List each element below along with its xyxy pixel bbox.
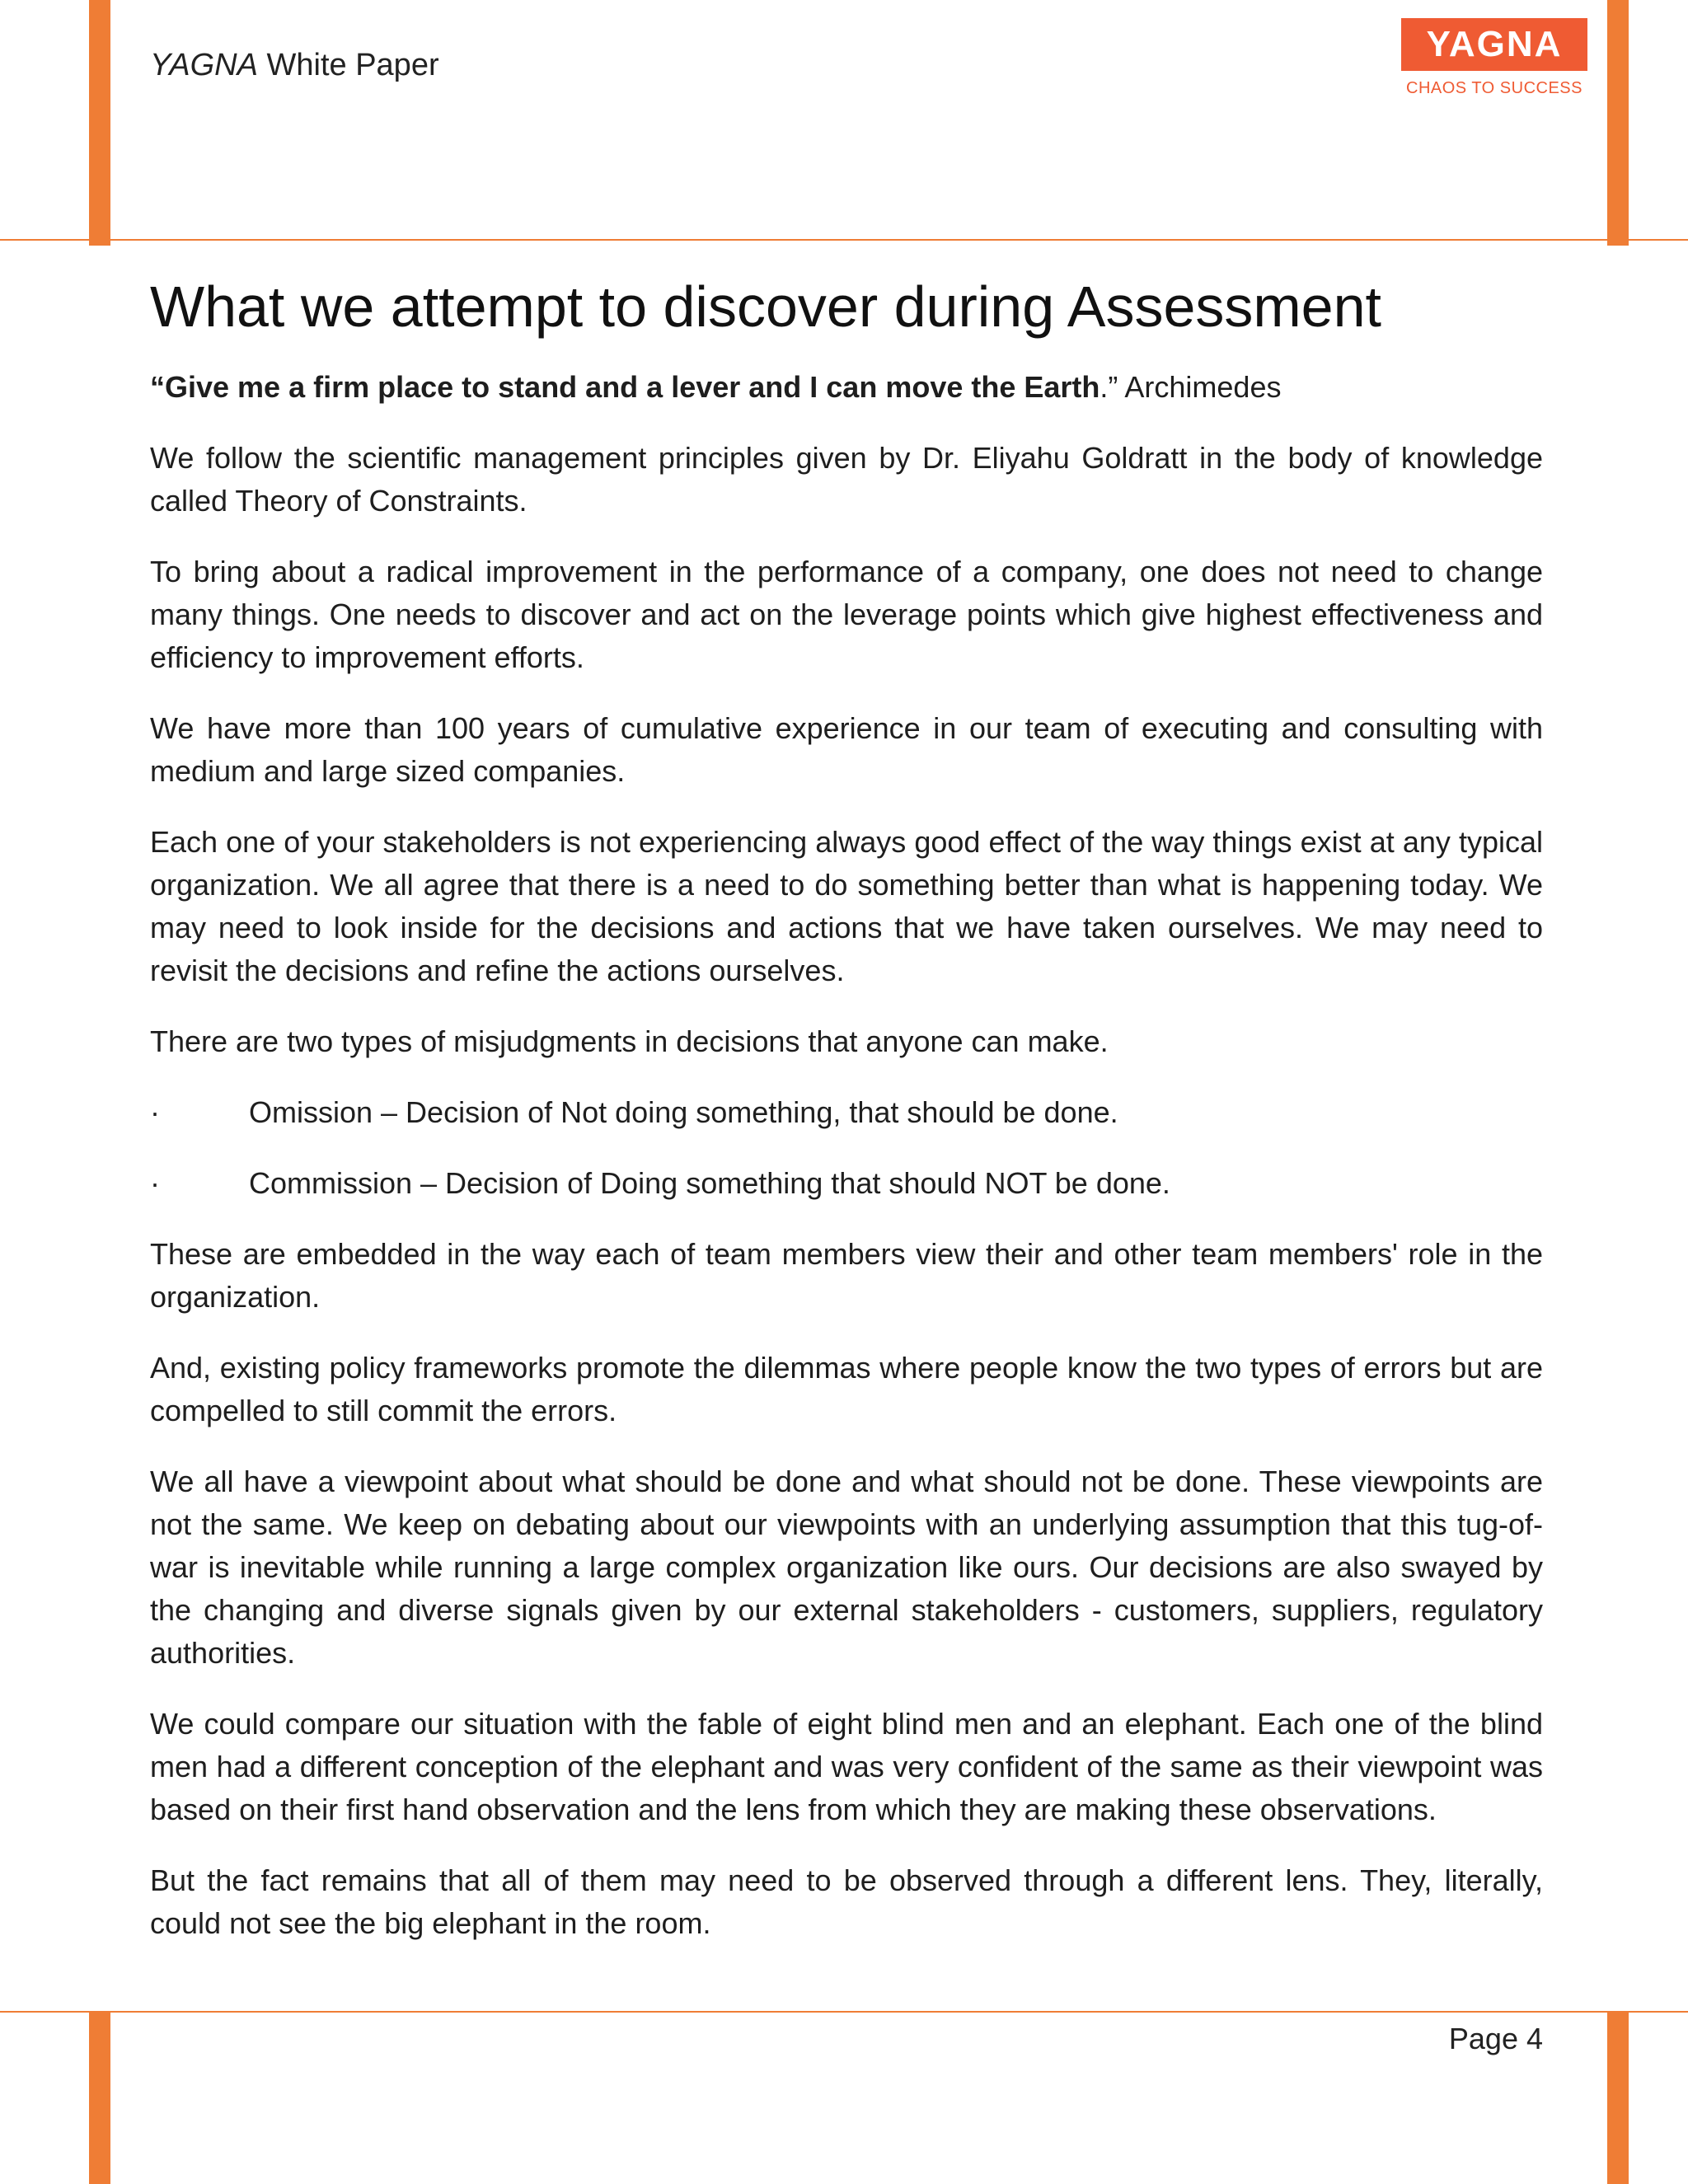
paragraph-misjudgments: There are two types of misjudgments in decisions that anyone can make. <box>150 1024 1109 1058</box>
paragraph-experience: We have more than 100 years of cumulative experience in our team of executing and consulting with medium and large sized companies. <box>150 711 1543 788</box>
list-item <box>150 1091 1543 1134</box>
list-item <box>150 1162 1543 1205</box>
paragraph-toc: We follow the scientific management principles given by Dr. Eliyahu Goldratt in the body of knowledge called Theory of Constraints. <box>150 441 1543 518</box>
page-content <box>150 272 1543 1973</box>
quote-attribution: .” Archimedes <box>1100 370 1282 404</box>
archimedes-quote <box>150 366 1543 409</box>
quote-bold-text: “Give me a firm place to stand and a lever and I can move the Earth <box>150 370 1100 404</box>
paragraph-viewpoints: We all have a viewpoint about what should be done and what should not be done. These viewpoints are not the same. We keep on debating about our viewpoints with an underlying assumption that this tug-of-war is inevitable while running a large complex organization like ours. Our decisions are also swayed by the changing and diverse signals given by our external stakeholders - customers, suppliers, regulatory authorities. <box>150 1465 1543 1670</box>
header-brand: YAGNA <box>150 48 258 82</box>
paragraph-elephant: But the fact remains that all of them may need to be observed through a different lens. They, literally, could not see the big elephant in the room. <box>150 1863 1543 1940</box>
right-accent-bar-bottom <box>1607 2011 1629 2184</box>
section-heading: What we attempt to discover during Assessment <box>150 274 1381 339</box>
paragraph-stakeholders: Each one of your stakeholders is not experiencing always good effect of the way things exist at any typical organization. We all agree that there is a need to do something better than what is happening today. We may need to look inside for the decisions and actions that we have taken ourselves. We may need to revisit the decisions and refine the actions ourselves. <box>150 825 1543 987</box>
page-number: Page 4 <box>1448 2022 1543 2055</box>
logo-wordmark: YAGNA <box>1401 18 1587 71</box>
header-title: White Paper <box>257 48 439 82</box>
logo-tagline: CHAOS TO SUCCESS <box>1406 79 1582 97</box>
bullet-commission: Commission – Decision of Doing something that should NOT be done. <box>249 1166 1170 1200</box>
left-accent-bar-bottom <box>89 2011 110 2184</box>
left-accent-bar-top <box>89 0 110 246</box>
bullet-marker: · <box>150 1095 160 1129</box>
paragraph-embedded: These are embedded in the way each of team members view their and other team members' role in the organization. <box>150 1237 1543 1314</box>
paragraph-policy: And, existing policy frameworks promote the dilemmas where people know the two types of errors but are compelled to still commit the errors. <box>150 1351 1543 1427</box>
paragraph-fable: We could compare our situation with the fable of eight blind men and an elephant. Each one of the blind men had a different conception of the elephant and was very confident of the same as their viewpoint was based on their first hand observation and the lens from which they are making these observations. <box>150 1707 1543 1826</box>
bullet-omission: Omission – Decision of Not doing something, that should be done. <box>249 1095 1118 1129</box>
document-header <box>150 48 439 83</box>
paragraph-leverage: To bring about a radical improvement in the performance of a company, one does not need to change many things. One needs to discover and act on the leverage points which give highest effectiveness and efficiency to improvement efforts. <box>150 555 1543 674</box>
company-logo <box>1401 18 1587 98</box>
footer-divider <box>0 2011 1688 2013</box>
bullet-marker: · <box>150 1166 160 1200</box>
right-accent-bar-top <box>1607 0 1629 246</box>
header-divider <box>0 239 1688 241</box>
